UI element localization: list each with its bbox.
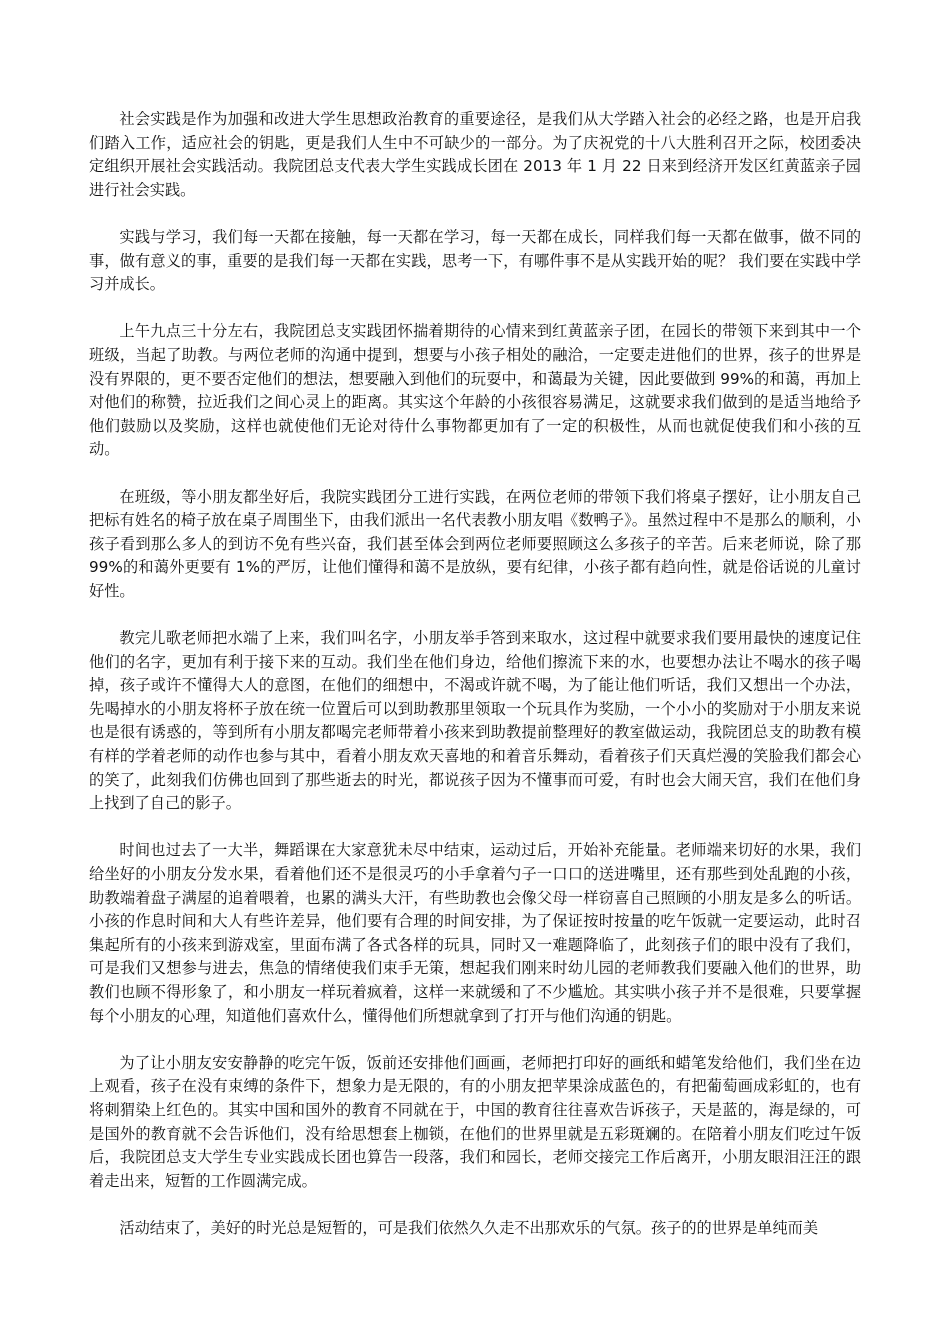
paragraph-practice-and-learning: 实践与学习，我们每一天都在接触，每一天都在学习，每一天都在成长，同样我们每一天都在做事，做不同的事，做有意义的事，重要的是我们每一天都在实践，思考一下，有哪件事不是从实践开始的呢？ 我们要在实践中学习并成长。 bbox=[89, 227, 861, 294]
paragraph-water-and-exercise: 教完儿歌老师把水端了上来，我们叫名字，小朋友举手答到来取水，这过程中就要求我们要用最快的速度记住他们的名字，更加有利于接下来的互动。我们坐在他们身边，给他们擦流下来的水，也要想办法让不喝水的孩子喝掉，孩子或许不懂得大人的意图，在他们的细想中，不渴或许就不喝，为了能让他们听话，我们又想出一个办法，先喝掉水的小朋友将杯子放在统一位置后可以到助教那里领取一个玩具作为奖励，一个小小的奖励对于小朋友来说也是很有诱惑的，等到所有小朋友都喝完老师带着小孩来到助教提前整理好的教室做运动，我院团总支的助教有模有样的学着老师的动作也参与其中，看着小朋友欢天喜地的和着音乐舞动，看着孩子们天真烂漫的笑脸我们都会心的笑了，此刻我们仿佛也回到了那些逝去的时光，都说孩子因为不懂事而可爱，有时也会大闹天宫，我们在他们身上找到了自己的影子。 bbox=[89, 629, 861, 813]
paragraph-classroom: 在班级，等小朋友都坐好后，我院实践团分工进行实践，在两位老师的带领下我们将桌子摆好，让小朋友自己把标有姓名的椅子放在桌子周围坐下，由我们派出一名代表教小朋友唱《数鸭子》。虽然过程中不是那么的顺利，小孩子看到那么多人的到访不免有些兴奋，我们甚至体会到两位老师要照顾这么多孩子的辛苦。后来老师说，除了那 99%的和蔼外更要有 1%的严厉，让他们懂得和蔼不是放纵，要有纪律，小孩子都有趋向性，就是俗话说的儿童讨好性。 bbox=[89, 487, 861, 600]
paragraph-fruit-and-playroom: 时间也过去了一大半，舞蹈课在大家意犹未尽中结束，运动过后，开始补充能量。老师端来切好的水果，我们给坐好的小朋友分发水果，看着他们还不是很灵巧的小手拿着勺子一口口的送进嘴里，还有那些到处乱跑的小孩，助教端着盘子满屋的追着喂着，也累的满头大汗，有些助教也会像父母一样窃喜自己照顾的小朋友是多么的听话。小孩的作息时间和大人有些许差异，他们要有合理的时间安排，为了保证按时按量的吃午饭就一定要运动，此时召集起所有的小孩来到游戏室，里面布满了各式各样的玩具，同时又一难题降临了，此刻孩子们的眼中没有了我们，可是我们又想参与进去，焦急的情绪使我们束手无策，想起我们刚来时幼儿园的老师教我们要融入他们的世界，助教们也顾不得形象了，和小朋友一样玩着疯着，这样一来就缓和了不少尴尬。其实哄小孩子并不是很难，只要掌握每个小朋友的心理，知道他们喜欢什么，懂得他们所想就拿到了打开与他们沟通的钥匙。 bbox=[89, 841, 861, 1025]
paragraph-conclusion: 活动结束了，美好的时光总是短暂的，可是我们依然久久走不出那欢乐的气氛。孩子的的世界是单纯而美 bbox=[119, 1218, 819, 1237]
paragraph-intro: 社会实践是作为加强和改进大学生思想政治教育的重要途径，是我们从大学踏入社会的必经之路，也是开启我们踏入工作，适应社会的钥匙，更是我们人生中不可缺少的一部分。为了庆祝党的十八大胜利召开之际，校团委决定组织开展社会实践活动。我院团总支代表大学生实践成长团在 2013 年 1 月 22 日来到经济开发区红黄蓝亲子园进行社会实践。 bbox=[89, 110, 861, 199]
document-body bbox=[89, 108, 861, 1264]
paragraph-morning-arrival: 上午九点三十分左右，我院团总支实践团怀揣着期待的心情来到红黄蓝亲子团，在园长的带领下来到其中一个班级，当起了助教。与两位老师的沟通中提到，想要与小孩子相处的融洽，一定要走进他们的世界，孩子的世界是没有界限的，更不要否定他们的想法，想要融入到他们的玩耍中，和蔼最为关键，因此要做到 99%的和蔼，再加上对他们的称赞，拉近我们之间心灵上的距离。其实这个年龄的小孩很容易满足，这就要求我们做到的是适当地给予他们鼓励以及奖励，这样也就使他们无论对待什么事物都更加有了一定的积极性，从而也就促使我们和小孩的互动。 bbox=[89, 322, 861, 459]
paragraph-drawing-and-lunch: 为了让小朋友安安静静的吃完午饭，饭前还安排他们画画，老师把打印好的画纸和蜡笔发给他们，我们坐在边上观看，孩子在没有束缚的条件下，想象力是无限的，有的小朋友把苹果涂成蓝色的，有把葡萄画成彩虹的，也有将刺猬染上红色的。其实中国和国外的教育不同就在于，中国的教育往往喜欢告诉孩子，天是蓝的，海是绿的，可是国外的教育就不会告诉他们，没有给思想套上枷锁，在他们的世界里就是五彩斑斓的。在陪着小朋友们吃过午饭后，我院团总支大学生专业实践成长团也算告一段落，我们和园长，老师交接完工作后离开，小朋友眼泪汪汪的跟着走出来，短暂的工作圆满完成。 bbox=[89, 1053, 861, 1190]
